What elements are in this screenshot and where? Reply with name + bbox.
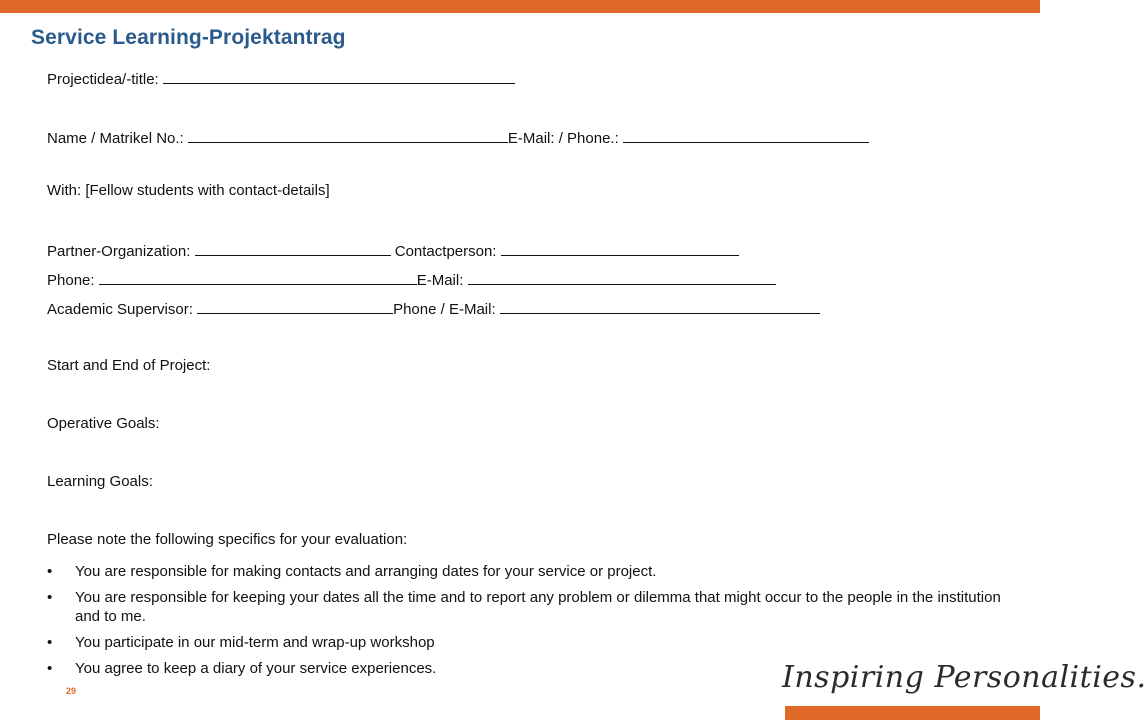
bottom-accent-bar [785,706,1040,720]
page-title: Service Learning-Projektantrag [31,26,346,49]
contact-person-label: Contactperson: [394,243,497,260]
list-item: • You participate in our mid-term and wrap-up workshop [47,634,435,651]
bullet-icon: • [47,589,53,606]
supervisor-field[interactable] [197,298,393,314]
phone-row [47,269,776,289]
top-accent-bar [0,0,1040,13]
phone-email-field[interactable] [500,298,820,314]
project-title-row [47,68,515,88]
list-item: • You agree to keep a diary of your service experiences. [47,660,437,677]
partner-org-label: Partner-Organization: [47,243,191,260]
with-label: With: [Fellow students with contact-details] [47,182,330,199]
list-item: • You are responsible for keeping your dates all the time and to report any problem or dilemma that might occur to the people in the institution and to me. [47,589,1001,625]
supervisor-row [47,298,820,318]
name-row [47,127,869,147]
email-phone-label: E-Mail: / Phone.: [507,130,619,147]
page-number: 29 [66,686,77,696]
email-field[interactable] [468,269,776,285]
note-heading: Please note the following specifics for your evaluation: [47,531,408,548]
phone-label: Phone: [47,272,95,289]
list-item: • You are responsible for making contacts and arranging dates for your service or project. [47,563,657,580]
partner-row [47,240,739,260]
phone-field[interactable] [99,269,417,285]
supervisor-label: Academic Supervisor: [47,301,193,318]
project-title-field[interactable] [163,68,515,84]
brand-logo: Inspiring Personalities. [782,660,1147,695]
start-end-label: Start and End of Project: [47,357,211,374]
project-title-label: Projectidea/-title: [47,71,159,88]
learning-goals-label: Learning Goals: [47,473,153,490]
name-label: Name / Matrikel No.: [47,130,184,147]
email-phone-field[interactable] [623,127,869,143]
bullet-icon: • [47,563,53,580]
contact-person-field[interactable] [501,240,739,256]
bullet-icon: • [47,660,53,677]
name-field[interactable] [188,127,508,143]
bullet-icon: • [47,634,53,651]
email-label: E-Mail: [416,272,464,289]
partner-org-field[interactable] [195,240,391,256]
phone-email-label: Phone / E-Mail: [393,301,496,318]
operative-goals-label: Operative Goals: [47,415,160,432]
